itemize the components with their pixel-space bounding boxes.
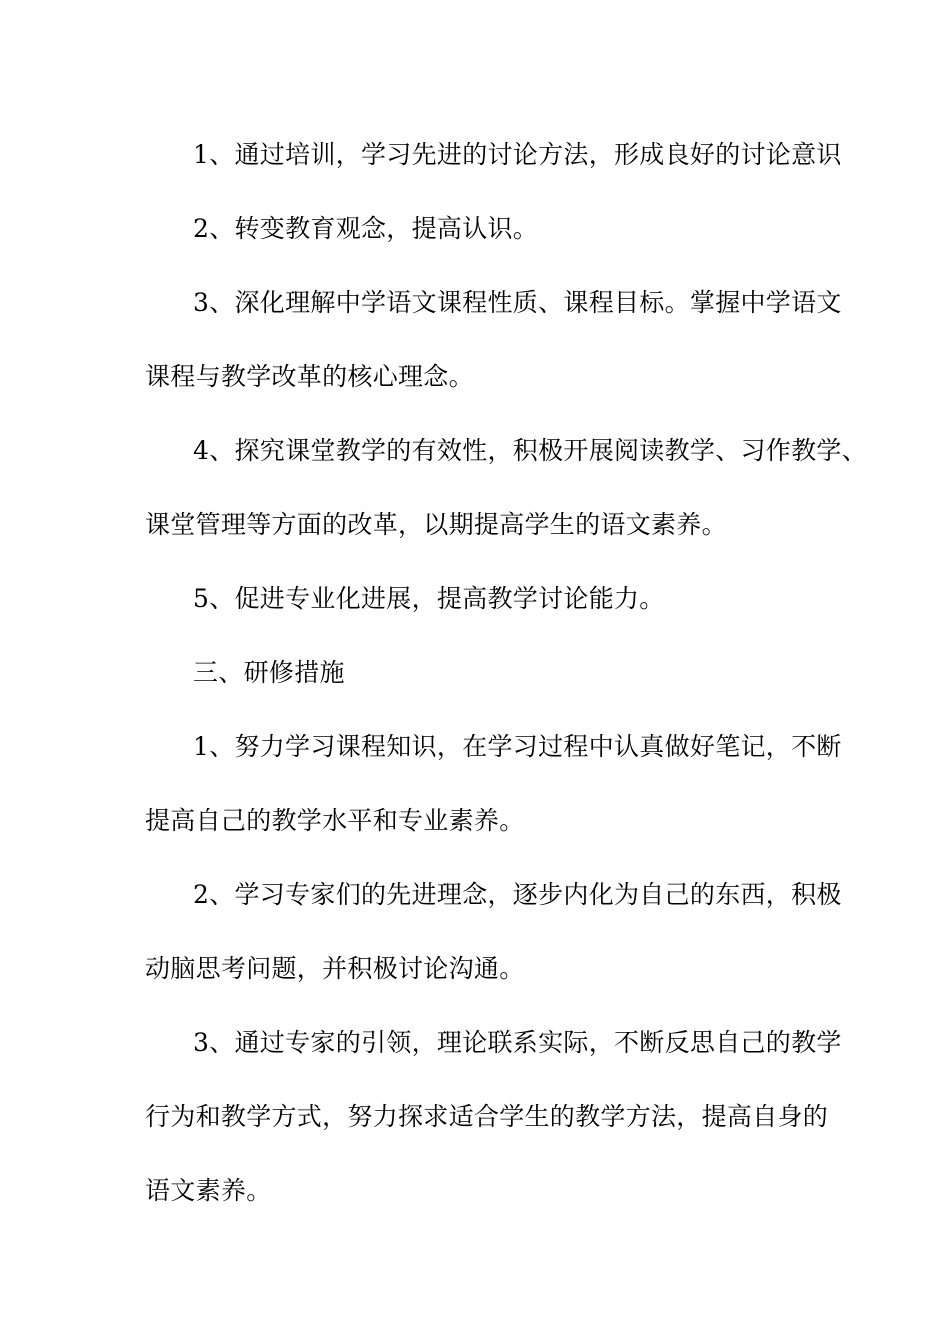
goal-item-3-continued: 课程与教学改革的核心理念。 [145, 362, 474, 391]
measure-item-2: 2、学习专家们的先进理念，逐步内化为自己的东西，积极 [193, 880, 842, 909]
goal-item-1: 1、通过培训，学习先进的讨论方法，形成良好的讨论意识 [193, 140, 842, 169]
measure-item-3-continued: 行为和教学方式，努力探求适合学生的教学方法，提高自身的 [145, 1102, 829, 1131]
measure-item-2-continued: 动脑思考问题，并积极讨论沟通。 [145, 954, 525, 983]
goal-item-5: 5、促进专业化进展，提高教学讨论能力。 [193, 584, 665, 613]
measure-item-1: 1、努力学习课程知识，在学习过程中认真做好笔记，不断 [193, 732, 842, 761]
document-body [145, 118, 868, 1228]
measure-item-3: 3、通过专家的引领，理论联系实际，不断反思自己的教学 [193, 1028, 842, 1057]
measure-item-3-end: 语文素养。 [145, 1176, 272, 1205]
measure-item-1-continued: 提高自己的教学水平和专业素养。 [145, 806, 525, 835]
goal-item-4: 4、探究课堂教学的有效性，积极开展阅读教学、习作教学、 [193, 436, 868, 465]
goal-item-4-continued: 课堂管理等方面的改革，以期提高学生的语文素养。 [145, 510, 727, 539]
section-heading-measures: 三、研修措施 [193, 658, 345, 687]
goal-item-2: 2、转变教育观念，提高认识。 [193, 214, 539, 243]
goal-item-3: 3、深化理解中学语文课程性质、课程目标。掌握中学语文 [193, 288, 842, 317]
